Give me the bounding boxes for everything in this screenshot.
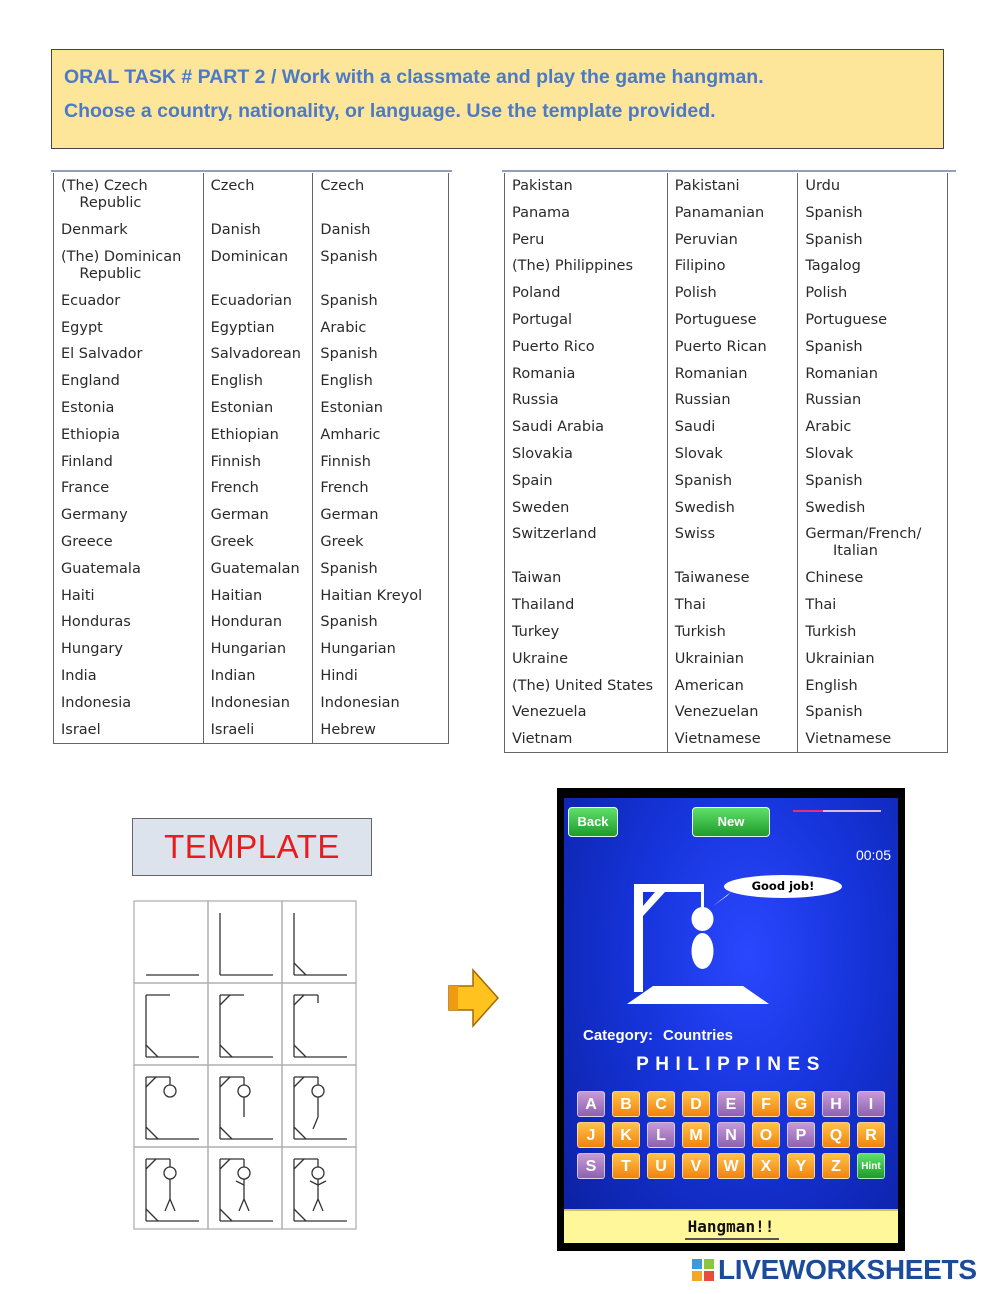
category-value: Countries (663, 1027, 734, 1044)
letter-key-d[interactable]: D (682, 1091, 710, 1117)
language-cell: Amharic (313, 422, 449, 449)
table-top-rule-right (502, 170, 956, 172)
table-row (54, 583, 449, 610)
nationality-cell: Greek (203, 529, 313, 556)
language-cell: German (313, 502, 449, 529)
letter-key-b[interactable]: B (612, 1091, 640, 1117)
letter-key-h[interactable]: H (822, 1091, 850, 1117)
template-cell (282, 1065, 356, 1147)
nationality-cell: Venezuelan (667, 699, 798, 726)
language-cell: Russian (798, 387, 948, 414)
country-cell: Hungary (54, 636, 204, 663)
country-cell: Ukraine (505, 646, 668, 673)
nationality-cell: Finnish (203, 449, 313, 476)
letter-key-v[interactable]: V (682, 1153, 710, 1179)
language-cell: Spanish (313, 244, 449, 288)
country-cell: Peru (505, 227, 668, 254)
nationality-cell: Russian (667, 387, 798, 414)
country-cell: Haiti (54, 583, 204, 610)
letter-key-g[interactable]: G (787, 1091, 815, 1117)
table-row (505, 441, 948, 468)
language-cell: Estonian (313, 395, 449, 422)
template-cell (134, 901, 208, 983)
country-cell: Saudi Arabia (505, 414, 668, 441)
country-cell: Slovakia (505, 441, 668, 468)
letter-key-y[interactable]: Y (787, 1153, 815, 1179)
instruction-line-2: Choose a country, nationality, or language. Use the template provided. (64, 100, 716, 122)
country-cell: France (54, 475, 204, 502)
table-row (54, 502, 449, 529)
category-row (583, 1027, 733, 1044)
table-row (505, 414, 948, 441)
country-cell: Denmark (54, 217, 204, 244)
guessed-word: PHILIPPINES (636, 1054, 826, 1075)
nationality-cell: Swiss (667, 521, 798, 565)
table-row (54, 422, 449, 449)
table-row (505, 646, 948, 673)
language-cell: Spanish (798, 200, 948, 227)
table-row (505, 334, 948, 361)
table-row (54, 636, 449, 663)
language-cell: Spanish (798, 227, 948, 254)
letter-key-z[interactable]: Z (822, 1153, 850, 1179)
game-panel (564, 798, 898, 1243)
country-cell: Guatemala (54, 556, 204, 583)
language-cell: Hebrew (313, 717, 449, 744)
letter-key-a[interactable]: A (577, 1091, 605, 1117)
language-cell: Slovak (798, 441, 948, 468)
nationality-cell: Egyptian (203, 315, 313, 342)
letter-key-c[interactable]: C (647, 1091, 675, 1117)
language-cell: Indonesian (313, 690, 449, 717)
language-cell: Arabic (798, 414, 948, 441)
template-cell (134, 1147, 208, 1229)
table-row (505, 307, 948, 334)
speech-bubble: Good job! (724, 875, 842, 898)
table-row (505, 726, 948, 753)
country-cell: (The) Philippines (505, 253, 668, 280)
country-cell: Sweden (505, 495, 668, 522)
letter-key-n[interactable]: N (717, 1122, 745, 1148)
language-cell: Romanian (798, 361, 948, 388)
table-row (54, 556, 449, 583)
category-label: Category: (583, 1027, 654, 1044)
letter-key-f[interactable]: F (752, 1091, 780, 1117)
table-row (54, 449, 449, 476)
language-cell: Greek (313, 529, 449, 556)
letter-key-t[interactable]: T (612, 1153, 640, 1179)
table-row (54, 395, 449, 422)
table-row (505, 592, 948, 619)
language-cell: Ukrainian (798, 646, 948, 673)
instruction-box (51, 49, 944, 149)
country-cell: England (54, 368, 204, 395)
country-cell: Indonesia (54, 690, 204, 717)
table-row (505, 387, 948, 414)
country-cell: India (54, 663, 204, 690)
language-cell: Chinese (798, 565, 948, 592)
language-cell: Hindi (313, 663, 449, 690)
nationality-cell: Ecuadorian (203, 288, 313, 315)
table-row (505, 673, 948, 700)
country-cell: Poland (505, 280, 668, 307)
progress-fill (793, 810, 823, 812)
table-row (54, 217, 449, 244)
language-cell: Vietnamese (798, 726, 948, 753)
nationality-cell: Vietnamese (667, 726, 798, 753)
nationality-cell: Guatemalan (203, 556, 313, 583)
table-row (505, 565, 948, 592)
countries-table-left (53, 173, 449, 744)
language-cell: Finnish (313, 449, 449, 476)
language-cell: Spanish (798, 699, 948, 726)
table-row (505, 200, 948, 227)
table-row (505, 227, 948, 254)
table-row (54, 609, 449, 636)
nationality-cell: Thai (667, 592, 798, 619)
template-label: TEMPLATE (132, 818, 372, 876)
template-cell (282, 983, 356, 1065)
language-cell: Swedish (798, 495, 948, 522)
country-cell: Venezuela (505, 699, 668, 726)
nationality-cell: Honduran (203, 609, 313, 636)
country-cell: Thailand (505, 592, 668, 619)
country-cell: Egypt (54, 315, 204, 342)
letter-key-o[interactable]: O (752, 1122, 780, 1148)
language-cell: French (313, 475, 449, 502)
table-row (54, 288, 449, 315)
right-arrow-icon (447, 968, 501, 1028)
nationality-cell: Estonian (203, 395, 313, 422)
letter-key-s[interactable]: S (577, 1153, 605, 1179)
nationality-cell: Czech (203, 173, 313, 217)
country-cell: Greece (54, 529, 204, 556)
table-row (54, 244, 449, 288)
nationality-cell: Filipino (667, 253, 798, 280)
country-cell: Puerto Rico (505, 334, 668, 361)
nationality-cell: Haitian (203, 583, 313, 610)
table-row (505, 619, 948, 646)
country-cell: Estonia (54, 395, 204, 422)
language-cell: Czech (313, 173, 449, 217)
country-cell: Portugal (505, 307, 668, 334)
new-game-button[interactable]: New (692, 807, 770, 837)
letter-key-u[interactable]: U (647, 1153, 675, 1179)
language-cell: Spanish (313, 341, 449, 368)
back-button[interactable]: Back (568, 807, 618, 837)
country-cell: Vietnam (505, 726, 668, 753)
country-cell: Switzerland (505, 521, 668, 565)
table-row (505, 468, 948, 495)
table-row (54, 663, 449, 690)
nationality-cell: Spanish (667, 468, 798, 495)
country-cell: Turkey (505, 619, 668, 646)
language-cell: Polish (798, 280, 948, 307)
table-row (54, 341, 449, 368)
nationality-cell: Slovak (667, 441, 798, 468)
letter-key-l[interactable]: L (647, 1122, 675, 1148)
home-indicator (685, 1238, 779, 1240)
letter-key-w[interactable]: W (717, 1153, 745, 1179)
country-cell: Pakistan (505, 173, 668, 200)
brand-name: LIVEWORKSHEETS (718, 1254, 977, 1285)
language-cell: English (313, 368, 449, 395)
table-row (505, 173, 948, 200)
hangman-template-grid (133, 900, 357, 1234)
speech-bubble-tail (713, 892, 733, 908)
letter-key-i[interactable]: I (857, 1091, 885, 1117)
nationality-cell: Pakistani (667, 173, 798, 200)
nationality-cell: Swedish (667, 495, 798, 522)
nationality-cell: Portuguese (667, 307, 798, 334)
template-cell (208, 1065, 282, 1147)
country-cell: Russia (505, 387, 668, 414)
nationality-cell: Indonesian (203, 690, 313, 717)
letter-key-q[interactable]: Q (822, 1122, 850, 1148)
language-cell: English (798, 673, 948, 700)
country-cell: Panama (505, 200, 668, 227)
table-row (505, 253, 948, 280)
language-cell: Haitian Kreyol (313, 583, 449, 610)
table-row (505, 361, 948, 388)
country-cell: Ethiopia (54, 422, 204, 449)
table-row (54, 173, 449, 217)
nationality-cell: Israeli (203, 717, 313, 744)
letter-key-x[interactable]: X (752, 1153, 780, 1179)
nationality-cell: Indian (203, 663, 313, 690)
language-cell: Tagalog (798, 253, 948, 280)
countries-table-right (504, 173, 948, 753)
country-cell: Germany (54, 502, 204, 529)
language-cell: Spanish (313, 288, 449, 315)
hint-button[interactable]: Hint (857, 1153, 885, 1179)
country-cell: (The) Dominican Republic (54, 244, 204, 288)
country-cell: (The) Czech Republic (54, 173, 204, 217)
country-cell: Romania (505, 361, 668, 388)
country-cell: Finland (54, 449, 204, 476)
table-row (54, 368, 449, 395)
country-cell: Honduras (54, 609, 204, 636)
table-row (54, 475, 449, 502)
language-cell: Urdu (798, 173, 948, 200)
letter-key-j[interactable]: J (577, 1122, 605, 1148)
nationality-cell: Saudi (667, 414, 798, 441)
table-row (505, 521, 948, 565)
country-cell: Taiwan (505, 565, 668, 592)
language-cell: Thai (798, 592, 948, 619)
letter-key-m[interactable]: M (682, 1122, 710, 1148)
template-cell (282, 1147, 356, 1229)
game-timer: 00:05 (855, 847, 891, 863)
country-cell: Ecuador (54, 288, 204, 315)
nationality-cell: Puerto Rican (667, 334, 798, 361)
nationality-cell: German (203, 502, 313, 529)
template-cell (282, 901, 356, 983)
letter-key-e[interactable]: E (717, 1091, 745, 1117)
country-cell: Israel (54, 717, 204, 744)
nationality-cell: Salvadorean (203, 341, 313, 368)
nationality-cell: Hungarian (203, 636, 313, 663)
table-row (505, 280, 948, 307)
language-cell: German/French/ Italian (798, 521, 948, 565)
table-row (505, 699, 948, 726)
hangman-game-screenshot (557, 788, 905, 1251)
nationality-cell: Turkish (667, 619, 798, 646)
language-cell: Portuguese (798, 307, 948, 334)
template-cell (208, 1147, 282, 1229)
template-cell (134, 1065, 208, 1147)
template-cell (134, 983, 208, 1065)
game-footer: Hangman!! (564, 1209, 898, 1243)
language-cell: Spanish (313, 609, 449, 636)
country-cell: El Salvador (54, 341, 204, 368)
nationality-cell: Panamanian (667, 200, 798, 227)
table-top-rule-left (51, 170, 452, 172)
nationality-cell: English (203, 368, 313, 395)
letter-key-p[interactable]: P (787, 1122, 815, 1148)
nationality-cell: Taiwanese (667, 565, 798, 592)
instruction-line-1: ORAL TASK # PART 2 / Work with a classmate and play the game hangman. (64, 66, 764, 88)
nationality-cell: Peruvian (667, 227, 798, 254)
table-row (54, 717, 449, 744)
language-cell: Spanish (798, 468, 948, 495)
language-cell: Hungarian (313, 636, 449, 663)
nationality-cell: Polish (667, 280, 798, 307)
template-cell (208, 901, 282, 983)
nationality-cell: Romanian (667, 361, 798, 388)
country-cell: (The) United States (505, 673, 668, 700)
nationality-cell: American (667, 673, 798, 700)
letter-key-k[interactable]: K (612, 1122, 640, 1148)
liveworksheets-logo-icon (692, 1259, 714, 1281)
nationality-cell: Dominican (203, 244, 313, 288)
table-row (54, 690, 449, 717)
language-cell: Spanish (313, 556, 449, 583)
language-cell: Turkish (798, 619, 948, 646)
letter-key-r[interactable]: R (857, 1122, 885, 1148)
table-row (54, 529, 449, 556)
table-row (505, 495, 948, 522)
language-cell: Arabic (313, 315, 449, 342)
template-cell (208, 983, 282, 1065)
nationality-cell: French (203, 475, 313, 502)
language-cell: Danish (313, 217, 449, 244)
nationality-cell: Ethiopian (203, 422, 313, 449)
country-cell: Spain (505, 468, 668, 495)
nationality-cell: Ukrainian (667, 646, 798, 673)
table-row (54, 315, 449, 342)
language-cell: Spanish (798, 334, 948, 361)
nationality-cell: Danish (203, 217, 313, 244)
